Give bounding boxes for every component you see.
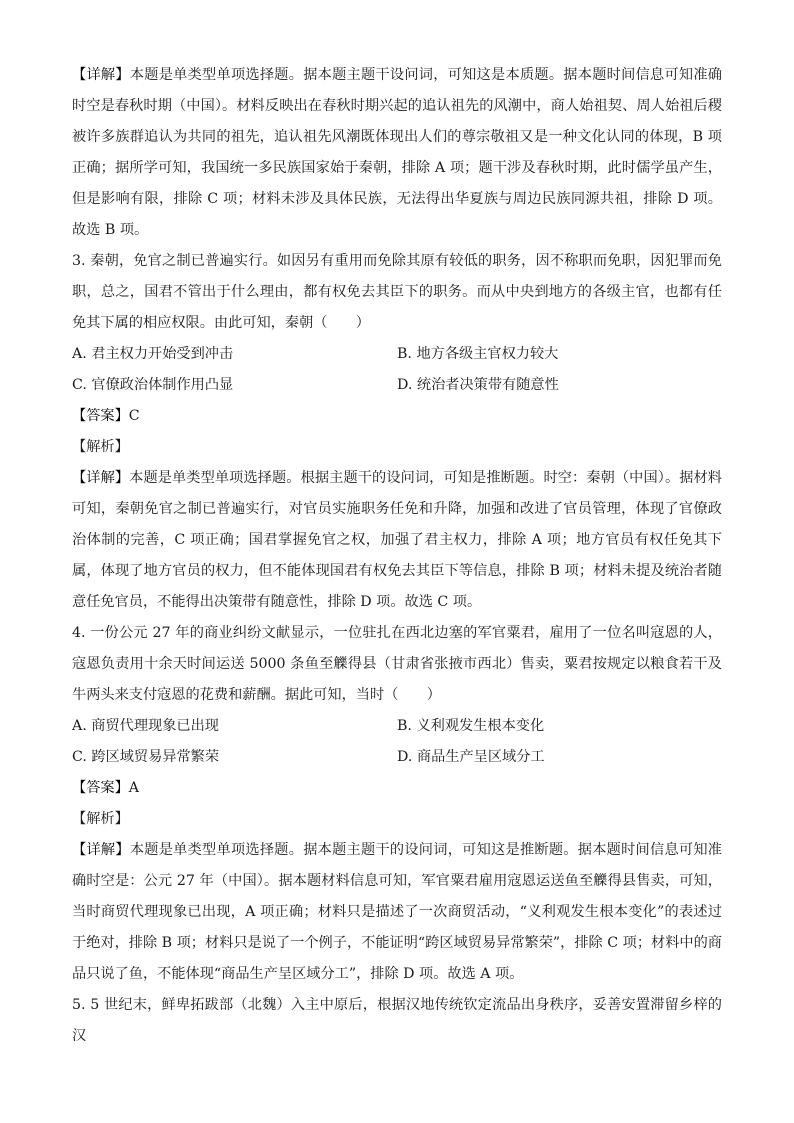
detail-text: 本题是单类型单项选择题。根据主题干的设问词，可知是推断题。时空：秦朝（中国）。据材料可知，秦朝免官之制已普遍实行，对官员实施职务任免和升降，加强和改进了官员管理，体现了官僚政治体制的完善，C 项正确；国君掌握免官之权，加强了君主权力，排除 A 项；地方官员有权任免其下属，体现了地方官员的权力，但不能体现国君有权免去其臣下等信息，排除 B 项；材料未提及统治者随意任免官员，不能得出决策带有随意性，排除 D 项。故选 C 项。 [72, 470, 722, 610]
q4-detail-paragraph [72, 835, 722, 990]
detail-tag: 【详解】 [72, 470, 130, 486]
q3-analysis-tag: 【解析】 [72, 439, 129, 455]
answer-value: C [128, 408, 140, 424]
detail-text: 本题是单类型单项选择题。据本题主题干的设问词，可知这是推断题。据本题时间信息可知准确时空是：公元 27 年（中国）。据本题材料信息可知，军官粟君雇用寇恩运送鱼至觻得县售卖，可知，当时商贸代理现象已出现，A 项正确；材料只是描述了一次商贸活动，“义利观发生根本变化”的表述过于绝对，排除 B 项；材料只是说了一个例子，不能证明“跨区域贸易异常繁荣”，排除 C 项；材料中的商品只说了鱼，不能体现“商品生产呈区域分工”，排除 D 项。故选 A 项。 [72, 842, 722, 982]
detail-text: 本题是单类型单项选择题。据本题主题干设问词，可知这是本质题。据本题时间信息可知准确时空是春秋时期（中国）。材料反映出在春秋时期兴起的追认祖先的风潮中，商人始祖契、周人始祖后稷被许多族群追认为共同的祖先，追认祖先风潮既体现出人们的尊宗敬祖又是一种文化认同的体现，B 项正确；据所学可知，我国统一多民族国家始于秦朝，排除 A 项；题干涉及春秋时期，此时儒学虽产生，但是影响有限，排除 C 项；材料未涉及具体民族，无法得出华夏族与周边民族同源共祖，排除 D 项。故选 B 项。 [72, 67, 722, 238]
q4-option-a: A. 商贸代理现象已出现 [72, 718, 219, 734]
q4-option-d: D. 商品生产呈区域分工 [397, 749, 545, 765]
document-page [72, 60, 722, 1052]
q4-option-b: B. 义利观发生根本变化 [397, 718, 545, 734]
q4-option-c: C. 跨区域贸易异常繁荣 [72, 749, 220, 765]
q3-options [72, 339, 722, 401]
answer-tag: 【答案】 [72, 780, 129, 796]
q4-options [72, 711, 722, 773]
q3-option-c: C. 官僚政治体制作用凸显 [72, 377, 234, 393]
q3-option-d: D. 统治者决策带有随意性 [397, 377, 559, 393]
detail-tag: 【详解】 [72, 67, 130, 83]
q3-stem: 3. 秦朝，免官之制已普遍实行。如因另有重用而免除其原有较低的职务，因不称职而免职，因犯罪而免职，总之，国君不管出于什么理由，都有权免去其臣下的职务。而从中央到地方的各级主官，也都有任免其下属的相应权限。由此可知，秦朝（ ） [72, 253, 722, 331]
answer-value: A [128, 780, 140, 796]
q2-detail-paragraph [72, 60, 722, 246]
q3-option-a: A. 君主权力开始受到冲击 [72, 346, 234, 362]
q3-option-b: B. 地方各级主官权力较大 [397, 346, 559, 362]
q3-answer [72, 401, 722, 432]
answer-tag: 【答案】 [72, 408, 129, 424]
q5-stem: 5. 5 世纪末，鲜卑拓跋部（北魏）入主中原后，根据汉地传统钦定流品出身秩序，妥善安置滞留乡梓的汉 [72, 997, 722, 1044]
q3-detail-paragraph [72, 463, 722, 618]
q4-answer [72, 773, 722, 804]
q4-analysis-tag: 【解析】 [72, 811, 129, 827]
detail-tag: 【详解】 [72, 842, 130, 858]
q4-stem: 4. 一份公元 27 年的商业纠纷文献显示，一位驻扎在西北边塞的军官粟君，雇用了一位名叫寇恩的人，寇恩负责用十余天时间运送 5000 条鱼至觻得县（甘肃省张掖市西北）售卖，粟君按规定以粮食若干及牛两头来支付寇恩的花费和薪酬。据此可知，当时（ ） [72, 625, 722, 703]
